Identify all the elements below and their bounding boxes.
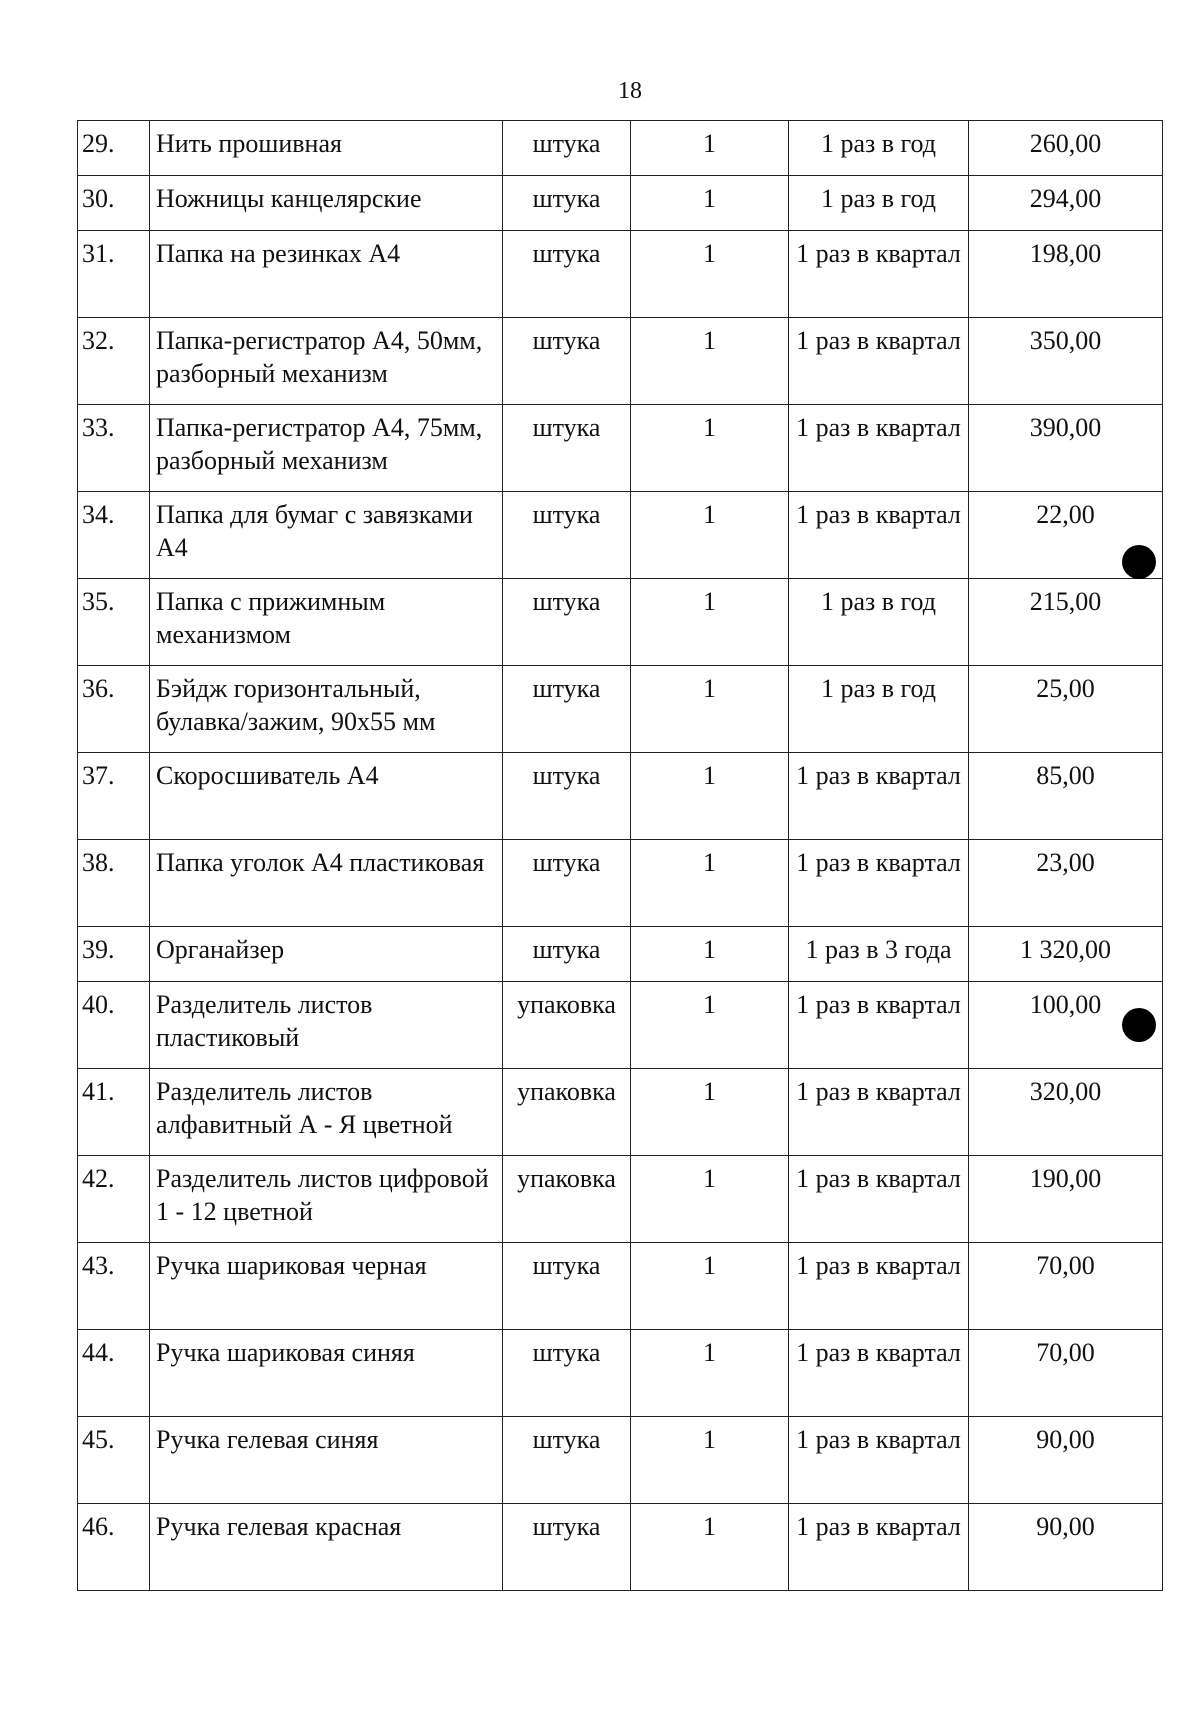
table-row	[78, 982, 1163, 1069]
item-unit: штука	[503, 1417, 631, 1504]
item-frequency: 1 раз в год	[789, 666, 969, 753]
item-unit: штука	[503, 405, 631, 492]
item-frequency: 1 раз в квартал	[789, 405, 969, 492]
row-number: 45.	[78, 1417, 150, 1504]
item-quantity: 1	[631, 753, 789, 840]
item-price: 215,00	[969, 579, 1163, 666]
item-price: 90,00	[969, 1504, 1163, 1591]
row-number: 37.	[78, 753, 150, 840]
item-frequency: 1 раз в квартал	[789, 1417, 969, 1504]
item-name: Органайзер	[150, 927, 503, 982]
punch-hole-mark	[1122, 545, 1156, 579]
item-unit: штука	[503, 492, 631, 579]
item-quantity: 1	[631, 1330, 789, 1417]
item-frequency: 1 раз в квартал	[789, 1069, 969, 1156]
row-number: 42.	[78, 1156, 150, 1243]
item-name: Нить прошивная	[150, 121, 503, 176]
item-name: Ручка шариковая синяя	[150, 1330, 503, 1417]
item-name: Ручка шариковая черная	[150, 1243, 503, 1330]
table-row	[78, 492, 1163, 579]
item-price: 23,00	[969, 840, 1163, 927]
table-row	[78, 405, 1163, 492]
item-price: 320,00	[969, 1069, 1163, 1156]
item-frequency: 1 раз в квартал	[789, 753, 969, 840]
punch-hole-mark	[1122, 1008, 1156, 1042]
table-row	[78, 1243, 1163, 1330]
item-name: Папка для бумаг с завязками А4	[150, 492, 503, 579]
item-quantity: 1	[631, 231, 789, 318]
item-unit: штука	[503, 318, 631, 405]
table-row	[78, 753, 1163, 840]
table-row	[78, 840, 1163, 927]
table-row	[78, 1504, 1163, 1591]
item-frequency: 1 раз в 3 года	[789, 927, 969, 982]
item-quantity: 1	[631, 176, 789, 231]
item-quantity: 1	[631, 1069, 789, 1156]
item-quantity: 1	[631, 405, 789, 492]
table-row	[78, 121, 1163, 176]
item-price: 294,00	[969, 176, 1163, 231]
supplies-table	[77, 120, 1163, 1591]
item-price: 100,00	[969, 982, 1163, 1069]
item-frequency: 1 раз в квартал	[789, 1243, 969, 1330]
table-row	[78, 1330, 1163, 1417]
row-number: 44.	[78, 1330, 150, 1417]
item-name: Папка с прижимным механизмом	[150, 579, 503, 666]
row-number: 39.	[78, 927, 150, 982]
item-unit: штука	[503, 927, 631, 982]
item-frequency: 1 раз в квартал	[789, 840, 969, 927]
item-unit: упаковка	[503, 1156, 631, 1243]
item-quantity: 1	[631, 1243, 789, 1330]
item-quantity: 1	[631, 121, 789, 176]
row-number: 32.	[78, 318, 150, 405]
item-unit: упаковка	[503, 982, 631, 1069]
item-name: Ножницы канцелярские	[150, 176, 503, 231]
item-frequency: 1 раз в квартал	[789, 492, 969, 579]
table-row	[78, 318, 1163, 405]
row-number: 35.	[78, 579, 150, 666]
table-row	[78, 579, 1163, 666]
item-frequency: 1 раз в квартал	[789, 231, 969, 318]
item-quantity: 1	[631, 492, 789, 579]
item-frequency: 1 раз в квартал	[789, 318, 969, 405]
table-row	[78, 1156, 1163, 1243]
item-price: 190,00	[969, 1156, 1163, 1243]
row-number: 36.	[78, 666, 150, 753]
item-price: 25,00	[969, 666, 1163, 753]
table-row	[78, 176, 1163, 231]
item-name: Ручка гелевая синяя	[150, 1417, 503, 1504]
item-name: Ручка гелевая красная	[150, 1504, 503, 1591]
item-quantity: 1	[631, 927, 789, 982]
item-quantity: 1	[631, 1417, 789, 1504]
table-row	[78, 927, 1163, 982]
item-unit: упаковка	[503, 1069, 631, 1156]
item-quantity: 1	[631, 666, 789, 753]
row-number: 43.	[78, 1243, 150, 1330]
row-number: 29.	[78, 121, 150, 176]
item-price: 85,00	[969, 753, 1163, 840]
item-name: Бэйдж горизонтальный, булавка/зажим, 90х55 мм	[150, 666, 503, 753]
row-number: 41.	[78, 1069, 150, 1156]
item-unit: штука	[503, 666, 631, 753]
item-name: Папка на резинках А4	[150, 231, 503, 318]
item-unit: штука	[503, 231, 631, 318]
item-frequency: 1 раз в год	[789, 176, 969, 231]
item-name: Скоросшиватель А4	[150, 753, 503, 840]
table-row	[78, 666, 1163, 753]
item-frequency: 1 раз в квартал	[789, 982, 969, 1069]
item-frequency: 1 раз в квартал	[789, 1156, 969, 1243]
item-quantity: 1	[631, 982, 789, 1069]
item-price: 260,00	[969, 121, 1163, 176]
item-name: Разделитель листов пластиковый	[150, 982, 503, 1069]
item-price: 198,00	[969, 231, 1163, 318]
item-name: Разделитель листов цифровой 1 - 12 цветной	[150, 1156, 503, 1243]
item-quantity: 1	[631, 1156, 789, 1243]
table-row	[78, 231, 1163, 318]
item-quantity: 1	[631, 1504, 789, 1591]
item-price: 70,00	[969, 1243, 1163, 1330]
item-frequency: 1 раз в квартал	[789, 1504, 969, 1591]
row-number: 30.	[78, 176, 150, 231]
row-number: 31.	[78, 231, 150, 318]
item-name: Папка-регистратор А4, 75мм, разборный механизм	[150, 405, 503, 492]
item-name: Папка-регистратор А4, 50мм, разборный механизм	[150, 318, 503, 405]
item-price: 70,00	[969, 1330, 1163, 1417]
item-unit: штука	[503, 753, 631, 840]
item-unit: штука	[503, 840, 631, 927]
table-row	[78, 1417, 1163, 1504]
item-price: 1 320,00	[969, 927, 1163, 982]
item-unit: штука	[503, 1243, 631, 1330]
item-price: 22,00	[969, 492, 1163, 579]
row-number: 34.	[78, 492, 150, 579]
item-unit: штука	[503, 121, 631, 176]
item-quantity: 1	[631, 318, 789, 405]
item-price: 90,00	[969, 1417, 1163, 1504]
item-price: 390,00	[969, 405, 1163, 492]
table-row	[78, 1069, 1163, 1156]
row-number: 46.	[78, 1504, 150, 1591]
item-quantity: 1	[631, 579, 789, 666]
item-unit: штука	[503, 1330, 631, 1417]
item-unit: штука	[503, 1504, 631, 1591]
item-name: Разделитель листов алфавитный А - Я цветной	[150, 1069, 503, 1156]
item-frequency: 1 раз в год	[789, 121, 969, 176]
item-frequency: 1 раз в квартал	[789, 1330, 969, 1417]
item-unit: штука	[503, 176, 631, 231]
row-number: 33.	[78, 405, 150, 492]
page-number: 18	[618, 78, 642, 104]
item-unit: штука	[503, 579, 631, 666]
row-number: 38.	[78, 840, 150, 927]
item-price: 350,00	[969, 318, 1163, 405]
item-name: Папка уголок А4 пластиковая	[150, 840, 503, 927]
item-frequency: 1 раз в год	[789, 579, 969, 666]
row-number: 40.	[78, 982, 150, 1069]
item-quantity: 1	[631, 840, 789, 927]
